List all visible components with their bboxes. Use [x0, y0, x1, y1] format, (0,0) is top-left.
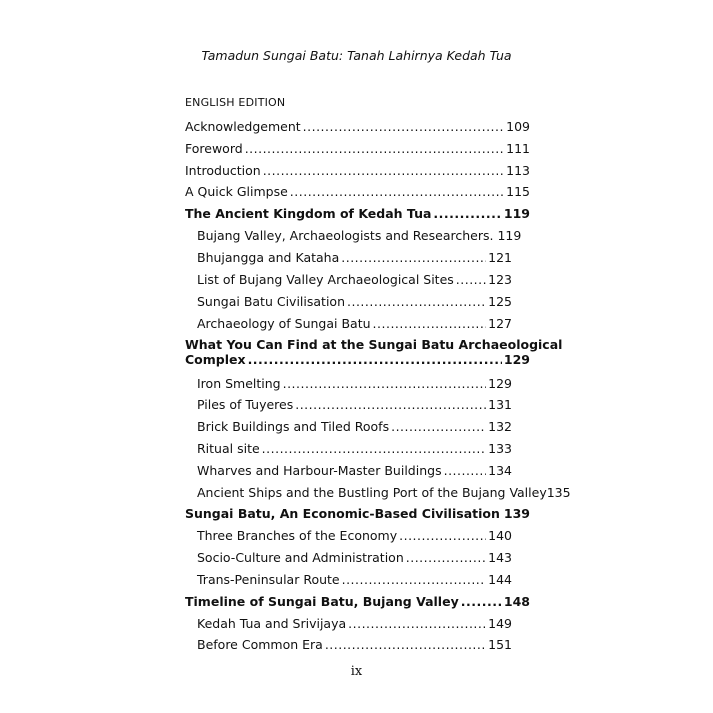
toc-entry-three-branches[interactable] [197, 528, 512, 543]
toc-entry-page: 119 [497, 228, 522, 243]
toc-entry-page: 109 [506, 119, 530, 134]
toc-entry-page: 129 [503, 352, 530, 367]
toc-entry-page: 119 [503, 206, 530, 221]
toc-entry-page: 135 [546, 485, 571, 500]
toc-entry-page: 115 [506, 184, 530, 199]
toc-entry-title-line2: Complex [185, 352, 246, 367]
toc-entry-page: 134 [488, 463, 512, 478]
dot-leader [406, 550, 486, 565]
toc-entry-title: Foreword [185, 141, 243, 156]
page-number: ix [350, 664, 363, 679]
toc-entry-title: Three Branches of the Economy [197, 528, 398, 543]
toc-entry-brick-buildings[interactable] [197, 419, 512, 434]
toc-entry-page: 113 [506, 163, 530, 178]
toc-entry-page: 127 [488, 316, 512, 331]
toc-entry-what-you-can-find[interactable] [185, 337, 563, 367]
toc-entry-page: 133 [488, 441, 512, 456]
toc-entry-page: 132 [488, 419, 512, 434]
toc-entry-title: Iron Smelting [197, 376, 281, 391]
dot-leader [283, 376, 487, 391]
dot-leader [245, 141, 504, 156]
toc-entry-page: 125 [488, 294, 512, 309]
toc-entry-title: Sungai Batu Civilisation [197, 294, 345, 309]
toc-entry-title: A Quick Glimpse [185, 184, 288, 199]
dot-leader [461, 594, 502, 609]
toc-entry-economic-civilisation[interactable] [185, 506, 530, 521]
dot-leader [342, 572, 487, 587]
toc-entry-piles-of-tuyeres[interactable] [197, 397, 512, 412]
toc-entry-title: Archaeology of Sungai Batu [197, 316, 371, 331]
toc-entry-title: Piles of Tuyeres [197, 397, 294, 412]
toc-edition-heading: ENGLISH EDITION [185, 96, 286, 109]
toc-entry-title: The Ancient Kingdom of Kedah Tua [185, 206, 432, 221]
toc-entry-title: Ritual site [197, 441, 260, 456]
dot-leader [295, 397, 486, 412]
toc-entry-title: Introduction [185, 163, 261, 178]
toc-entry-title: Timeline of Sungai Batu, Bujang Valley [185, 594, 459, 609]
toc-entry-page: 129 [488, 376, 512, 391]
toc-entry-title: Bhujangga and Kataha [197, 250, 340, 265]
toc-entry-title: Kedah Tua and Srivijaya [197, 616, 347, 631]
toc-entry-page: 148 [503, 594, 530, 609]
dot-leader [444, 463, 487, 478]
toc-entry-foreword[interactable] [185, 141, 530, 156]
toc-entry-page: 139 [503, 506, 530, 521]
toc-entry-ancient-ships[interactable] [197, 485, 571, 500]
toc-entry-page: 121 [488, 250, 512, 265]
toc-entry-page: 143 [488, 550, 512, 565]
dot-leader [373, 316, 487, 331]
toc-entry-bhujangga-kataha[interactable] [197, 250, 512, 265]
dot-leader [391, 419, 486, 434]
toc-entry-title: Ancient Ships and the Bustling Port of the Bujang Valley [197, 485, 547, 500]
dot-leader [325, 637, 486, 652]
toc-entry-page: 144 [488, 572, 512, 587]
toc-entry-trans-peninsular[interactable] [197, 572, 512, 587]
toc-entry-title: Bujang Valley, Archaeologists and Researchers. [197, 228, 494, 243]
toc-entry-wharves[interactable] [197, 463, 512, 478]
dot-leader [303, 119, 504, 134]
toc-entry-page: 123 [488, 272, 512, 287]
toc-entry-archaeology[interactable] [197, 316, 512, 331]
dot-leader [348, 616, 486, 631]
dot-leader [347, 294, 486, 309]
toc-entry-title: Brick Buildings and Tiled Roofs [197, 419, 390, 434]
toc-entry-page: 111 [506, 141, 530, 156]
toc-entry-title: Socio-Culture and Administration [197, 550, 404, 565]
toc-entry-socio-culture[interactable] [197, 550, 512, 565]
toc-entry-introduction[interactable] [185, 163, 530, 178]
toc-entry-site-list[interactable] [197, 272, 512, 287]
toc-entry-acknowledgement[interactable] [185, 119, 530, 134]
dot-leader [262, 441, 486, 456]
toc-entry-title: Acknowledgement [185, 119, 301, 134]
dot-leader [341, 250, 486, 265]
toc-entry-sungai-batu-civilisation[interactable] [197, 294, 512, 309]
toc-entry-ritual-site[interactable] [197, 441, 512, 456]
toc-entry-title: Sungai Batu, An Economic-Based Civilisation [185, 506, 500, 521]
toc-entry-page: 149 [488, 616, 512, 631]
toc-entry-iron-smelting[interactable] [197, 376, 512, 391]
dot-leader [290, 184, 504, 199]
dot-leader [433, 206, 502, 221]
dot-leader [263, 163, 504, 178]
toc-entry-page: 140 [488, 528, 512, 543]
toc-entry-timeline[interactable] [185, 594, 530, 609]
toc-entry-ancient-kingdom[interactable] [185, 206, 530, 221]
toc-entry-bujang-valley[interactable] [197, 228, 522, 243]
toc-entry-title: Trans-Peninsular Route [197, 572, 340, 587]
dot-leader [399, 528, 486, 543]
toc-entry-title: Wharves and Harbour-Master Buildings [197, 463, 442, 478]
toc-entry-kedah-srivijaya[interactable] [197, 616, 512, 631]
toc-entry-title: Before Common Era [197, 637, 323, 652]
toc-entry-before-common-era[interactable] [197, 637, 512, 652]
toc-entry-title-line1: What You Can Find at the Sungai Batu Archaeological [185, 337, 563, 352]
running-header-title: Tamadun Sungai Batu: Tanah Lahirnya Kedah Tua [201, 48, 512, 63]
toc-entry-page: 151 [488, 637, 512, 652]
dot-leader [248, 352, 502, 367]
toc-entry-quick-glimpse[interactable] [185, 184, 530, 199]
toc-entry-title: List of Bujang Valley Archaeological Sites [197, 272, 454, 287]
toc-entry-page: 131 [488, 397, 512, 412]
dot-leader [456, 272, 486, 287]
